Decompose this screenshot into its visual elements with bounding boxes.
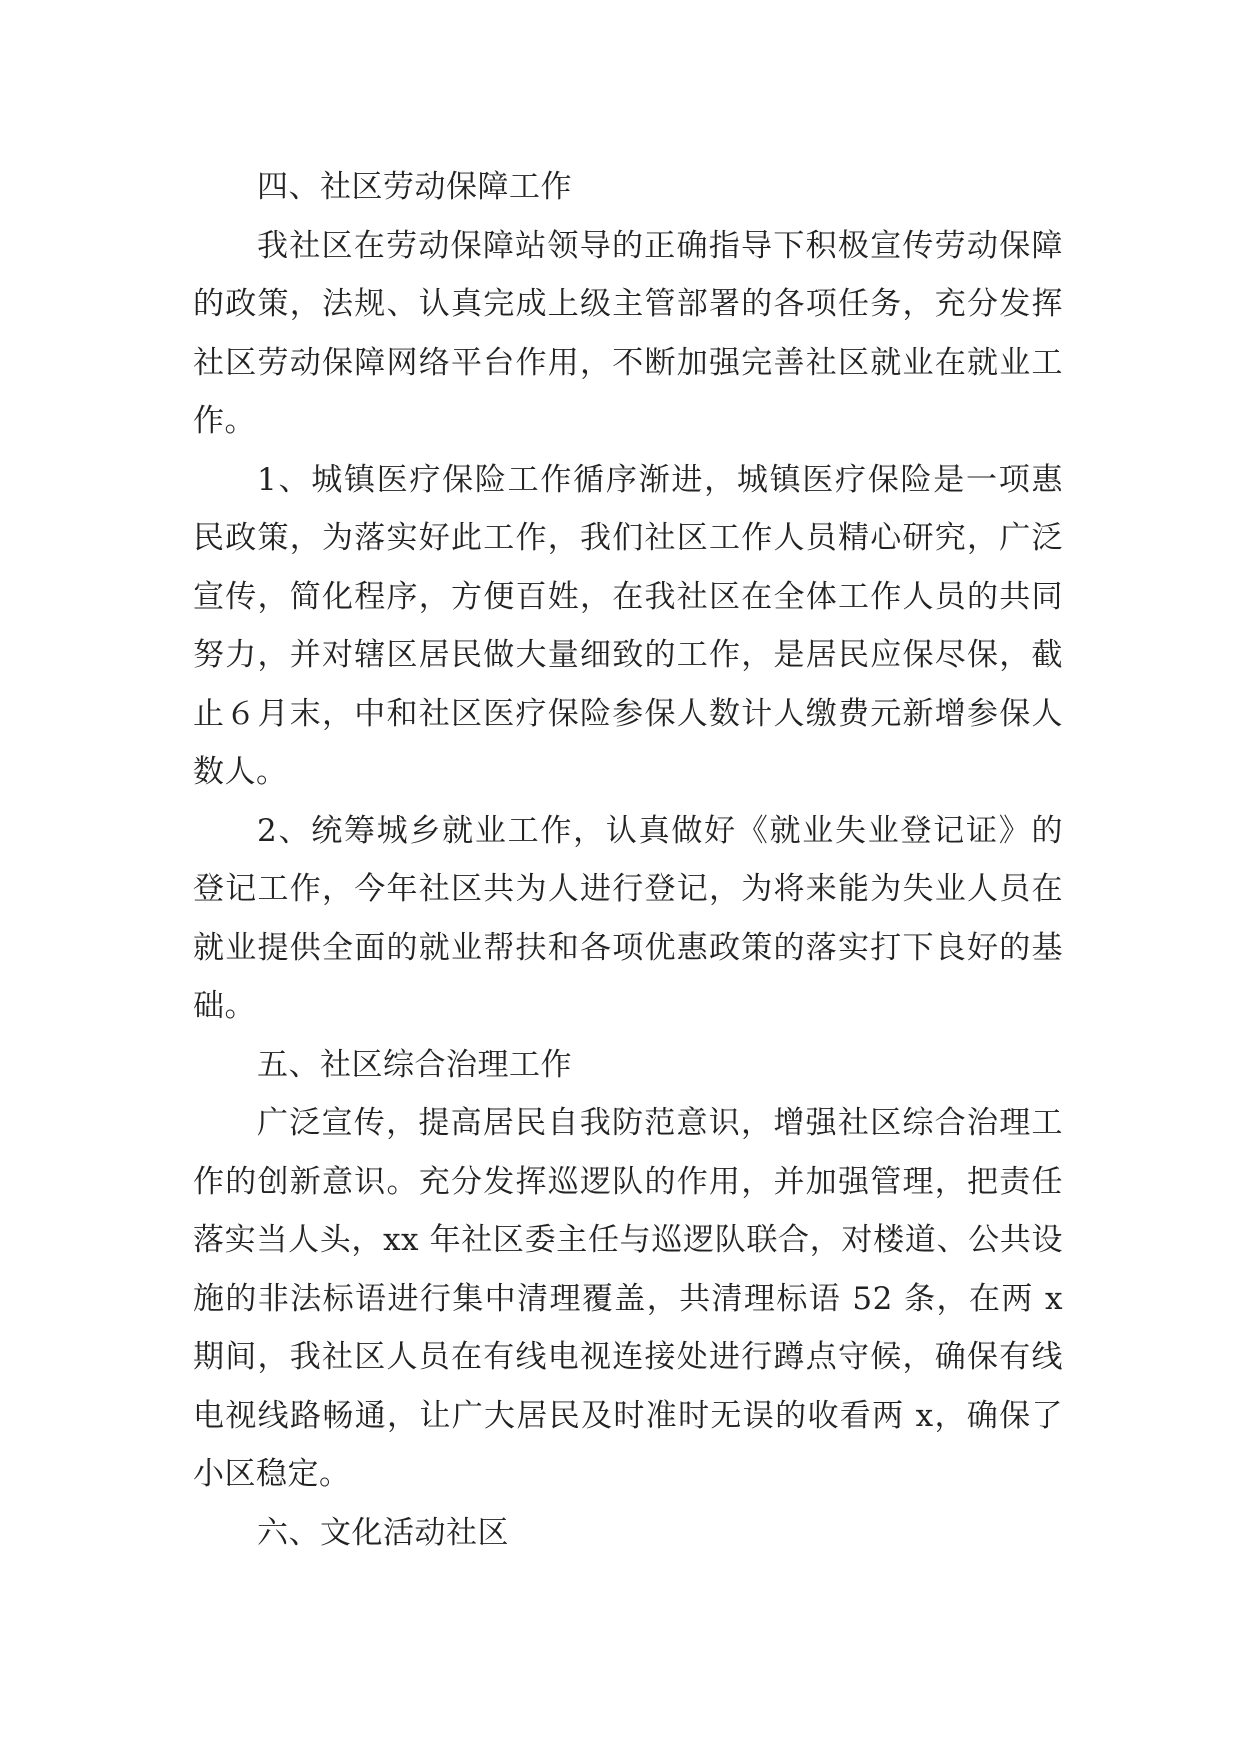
paragraph: 1、城镇医疗保险工作循序渐进，城镇医疗保险是一项惠民政策，为落实好此工作，我们社区工作人员精心研究，广泛宣传，简化程序，方便百姓，在我社区在全体工作人员的共同努力，并对辖区居民做大量细致的工作，是居民应保尽保，截止６月末，中和社区医疗保险参保人数计人缴费元新增参保人数人。 bbox=[193, 461, 1063, 790]
section-heading: 六、文化活动社区 bbox=[257, 1514, 509, 1551]
section-heading: 四、社区劳动保障工作 bbox=[257, 169, 572, 205]
section-heading: 五、社区综合治理工作 bbox=[257, 1046, 572, 1083]
paragraph: 2、统筹城乡就业工作，认真做好《就业失业登记证》的登记工作，今年社区共为人进行登记，为将来能为失业人员在就业提供全面的就业帮扶和各项优惠政策的落实打下良好的基础。 bbox=[193, 812, 1063, 1024]
paragraph: 广泛宣传，提高居民自我防范意识，增强社区综合治理工作的创新意识。充分发挥巡逻队的作用，并加强管理，把责任落实当人头，xx 年社区委主任与巡逻队联合，对楼道、公共设施的非法标语进行集中清理覆盖，共清理标语 52 条，在两 x 期间，我社区人员在有线电视连接处进行蹲点守候，确保有线电视线路畅通，让广大居民及时准时无误的收看两 x，确保了小区稳定。 bbox=[193, 1105, 1063, 1492]
paragraph: 我社区在劳动保障站领导的正确指导下积极宣传劳动保障的政策，法规、认真完成上级主管部署的各项任务，充分发挥社区劳动保障网络平台作用，不断加强完善社区就业在就业工作。 bbox=[193, 227, 1063, 439]
document-body bbox=[193, 158, 1063, 1562]
